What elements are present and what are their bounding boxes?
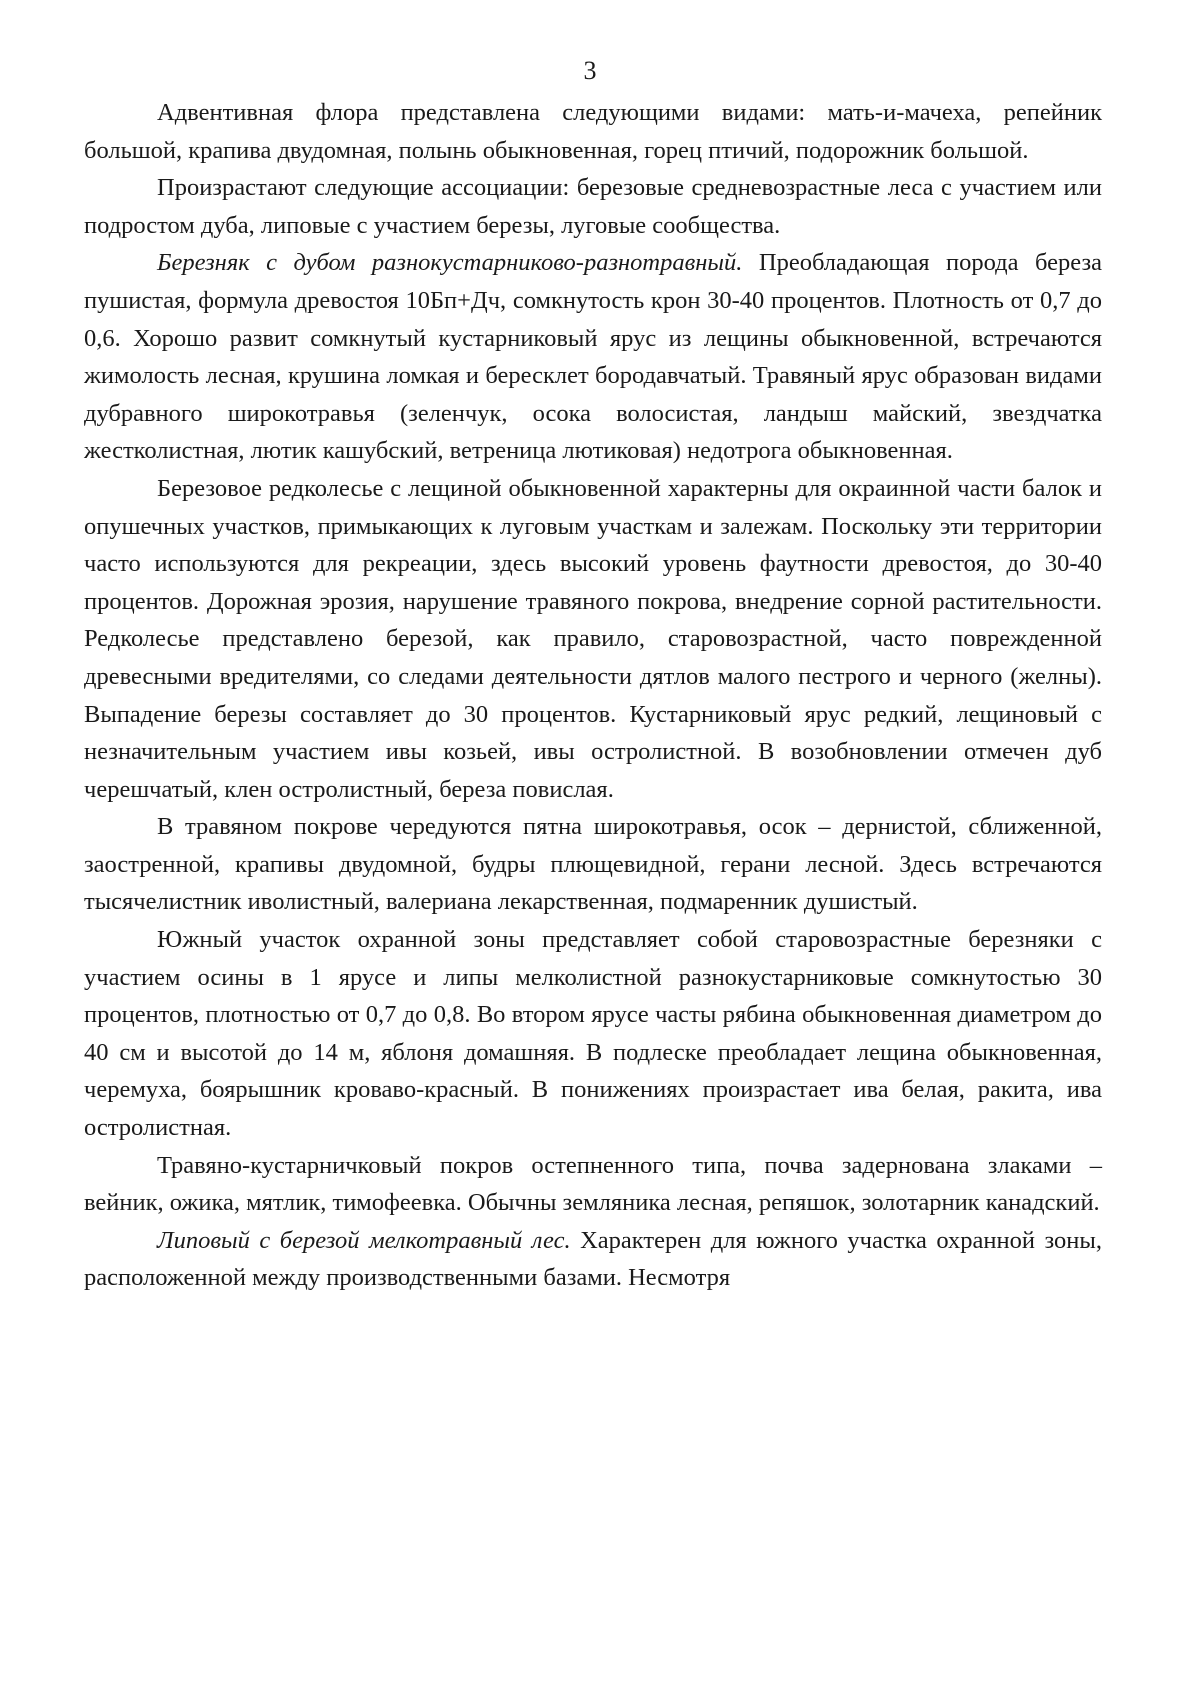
- paragraph-text: Произрастают следующие ассоциации: березовые средневозрастные леса с участием или подростом дуба, липовые с участием березы, луговые сообщества.: [84, 174, 1102, 239]
- paragraph-text: В травяном покрове чередуются пятна широкотравья, осок – дернистой, сближенной, заостренной, крапивы двудомной, будры плющевидной, герани лесной. Здесь встречаются тысячелистник иволистный, валериана лекарственная, подмаренник душистый.: [84, 813, 1102, 916]
- paragraph-text: Характерен для южного участка охранной зоны, расположенной между производственными базами. Несмотря: [84, 1226, 1102, 1292]
- paragraph-text: Южный участок охранной зоны представляет собой старовозрастные березняки с участием осины в 1 ярусе и липы мелколистной разнокустарниковые сомкнутостью 30 процентов, плотностью от 0,7 до 0,8. Во втором ярусе часты рябина обыкновенная диаметром до 40 см и высотой до 14 м, яблоня домашняя. В подлеске преобладает лещина обыкновенная, черемуха, боярышник кроваво-красный. В понижениях произрастает ива белая, ракита, ива остролистная.: [84, 926, 1102, 1142]
- paragraph-birch-woodland: [84, 470, 1102, 808]
- paragraph-text: Преобладающая порода береза пушистая, формула древостоя 10Бп+Дч, сомкнутость крон 30-40 процентов. Плотность от 0,7 до 0,6. Хорошо развит сомкнутый кустарниковый ярус из лещины обыкновенной, встречаются жимолость лесная, крушина ломкая и бересклет бородавчатый. Травяный ярус образован видами дубравного широкотравья (зеленчук, осока волосистая, ландыш майский, звездчатка жестколистная, лютик кашубский, ветреница лютиковая) недотрога обыкновенная.: [84, 249, 1102, 465]
- paragraph-text: Травяно-кустарничковый покров остепненного типа, почва задернована злаками – вейник, ожика, мятлик, тимофеевка. Обычны земляника лесная, репяшок, золотарник канадский.: [84, 1151, 1102, 1217]
- page-number: 3: [583, 56, 597, 85]
- paragraph-southern-section: [84, 921, 1102, 1147]
- paragraph-adventive-flora: [84, 94, 1102, 169]
- paragraph-text: Березовое редколесье с лещиной обыкновенной характерны для окраинной части балок и опушечных участков, примыкающих к луговым участкам и залежам. Поскольку эти территории часто используются для рекреации, здесь высокий уровень фаутности древостоя, до 30-40 процентов. Дорожная эрозия, нарушение травяного покрова, внедрение сорной растительности. Редколесье представлено березой, как правило, старовозрастной, часто поврежденной древесными вредителями, со следами деятельности дятлов малого пестрого и черного (желны). Выпадение березы составляет до 30 процентов. Кустарниковый ярус редкий, лещиновый с незначительным участием ивы козьей, ивы остролистной. В возобновлении отмечен дуб черешчатый, клен остролистный, береза повислая.: [84, 474, 1102, 803]
- paragraph-italic-lead: Березняк с дубом разнокустарниково-разнотравный.: [157, 249, 743, 277]
- paragraph-associations: [84, 169, 1102, 244]
- body-text: [84, 94, 1102, 1297]
- paragraph-linden-birch-forest: [84, 1222, 1102, 1297]
- paragraph-birch-oak-forest: [84, 244, 1102, 470]
- paragraph-text: Адвентивная флора представлена следующими видами: мать-и-мачеха, репейник большой, крапива двудомная, полынь обыкновенная, горец птичий, подорожник большой.: [84, 99, 1102, 164]
- paragraph-italic-lead: Липовый с березой мелкотравный лес.: [157, 1226, 571, 1254]
- paragraph-steppe-cover: [84, 1147, 1102, 1222]
- paragraph-grass-cover: [84, 808, 1102, 921]
